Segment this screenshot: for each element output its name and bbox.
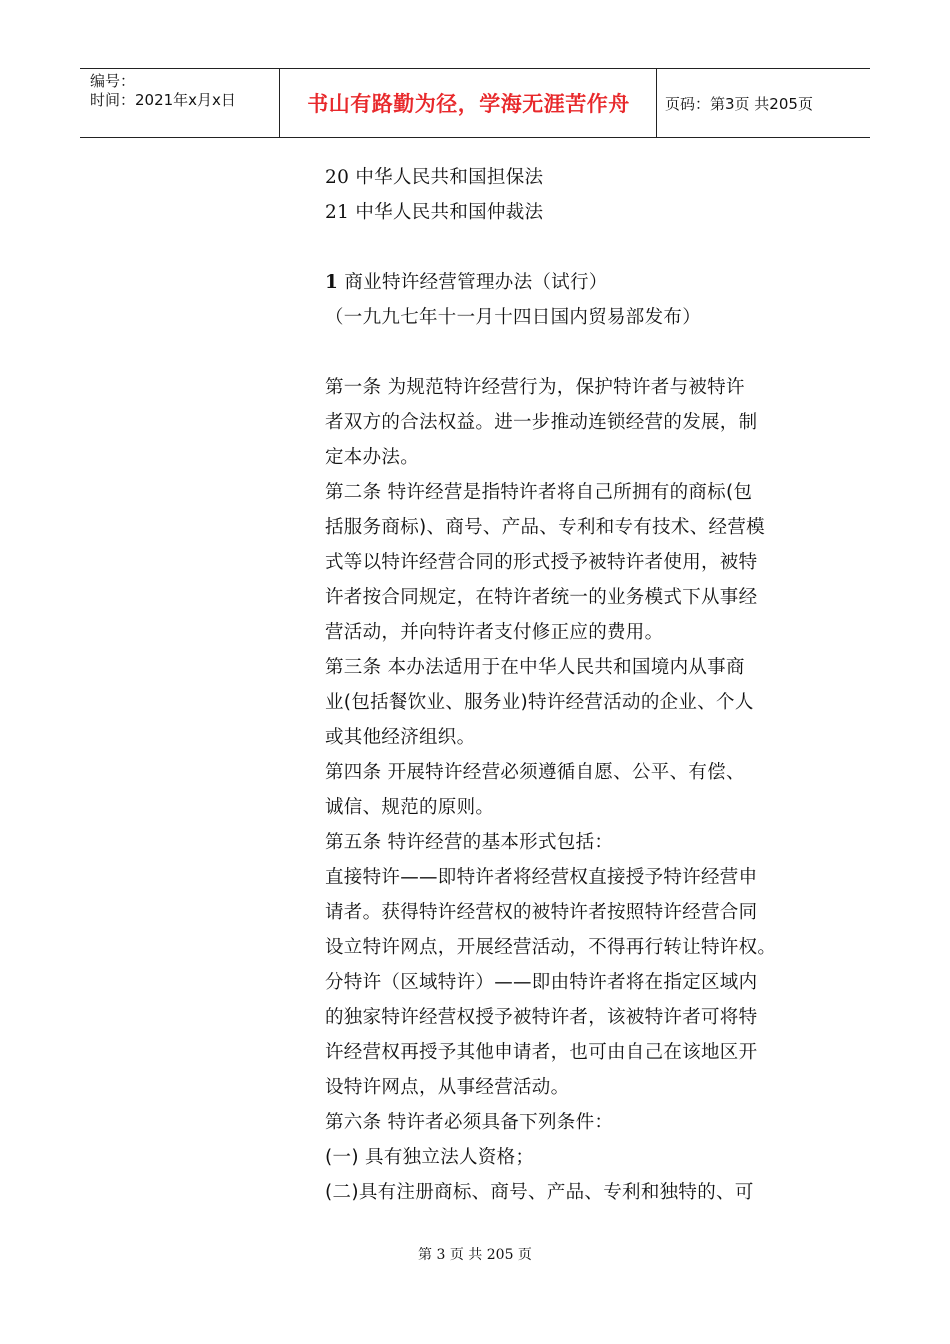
body-line: 营活动，并向特许者支付修正应的费用。 xyxy=(325,622,664,643)
header-motto: 书山有路勤为径，学海无涯苦作舟 xyxy=(281,69,657,137)
page-header xyxy=(80,68,870,138)
spacer xyxy=(325,335,815,370)
body-line: 业(包括餐饮业、服务业)特许经营活动的企业、个人 xyxy=(325,692,754,713)
page-footer: 第 3 页 共 205 页 xyxy=(418,1247,532,1263)
body-line: 式等以特许经营合同的形式授予被特许者使用，被特 xyxy=(325,552,758,573)
toc-item: 20 中华人民共和国担保法 xyxy=(325,167,544,188)
body-line: 或其他经济组织。 xyxy=(325,727,476,748)
section-title-text: 商业特许经营管理办法（试行） xyxy=(338,272,608,293)
body-line: 第三条 本办法适用于在中华人民共和国境内从事商 xyxy=(325,657,745,678)
spacer xyxy=(325,230,815,265)
header-page-info: 页码：第3页 共205页 xyxy=(665,94,813,113)
code-label: 编号： xyxy=(90,72,136,90)
body-line: (二)具有注册商标、商号、产品、专利和独特的、可 xyxy=(325,1182,754,1203)
section-title xyxy=(325,265,815,300)
body-line: 许经营权再授予其他申请者，也可由自己在该地区开 xyxy=(325,1042,758,1063)
body-line: 的独家特许经营权授予被特许者，该被特许者可将特 xyxy=(325,1007,758,1028)
body-line: 分特许（区域特许）——即由特许者将在指定区域内 xyxy=(325,972,758,993)
body-line: 第六条 特许者必须具备下列条件： xyxy=(325,1112,614,1133)
body-line: 第五条 特许经营的基本形式包括： xyxy=(325,832,614,853)
header-meta xyxy=(80,69,280,137)
body-line: 括服务商标)、商号、产品、专利和专有技术、经营模 xyxy=(325,517,765,538)
time-label: 时间：2021年x月x日 xyxy=(90,91,236,109)
body-line: 设立特许网点，开展经营活动，不得再行转让特许权。 xyxy=(325,937,777,958)
body-line: 许者按合同规定，在特许者统一的业务模式下从事经 xyxy=(325,587,758,608)
section-subtitle: （一九九七年十一月十四日国内贸易部发布） xyxy=(325,307,702,328)
body-line: 第一条 为规范特许经营行为，保护特许者与被特许 xyxy=(325,377,745,398)
body-line: 第二条 特许经营是指特许者将自己所拥有的商标(包 xyxy=(325,482,753,503)
body-line: 者双方的合法权益。进一步推动连锁经营的发展，制 xyxy=(325,412,758,433)
section-number: 1 xyxy=(325,272,339,293)
toc-item: 21 中华人民共和国仲裁法 xyxy=(325,202,544,223)
body-line: 请者。获得特许经营权的被特许者按照特许经营合同 xyxy=(325,902,758,923)
body-line: 定本办法。 xyxy=(325,447,420,468)
body-line: 直接特许——即特许者将经营权直接授予特许经营申 xyxy=(325,867,758,888)
body-line: 第四条 开展特许经营必须遵循自愿、公平、有偿、 xyxy=(325,762,745,783)
body-line: 诚信、规范的原则。 xyxy=(325,797,495,818)
body-line: (一) 具有独立法人资格； xyxy=(325,1147,535,1168)
document-body xyxy=(325,160,815,1210)
body-line: 设特许网点，从事经营活动。 xyxy=(325,1077,570,1098)
